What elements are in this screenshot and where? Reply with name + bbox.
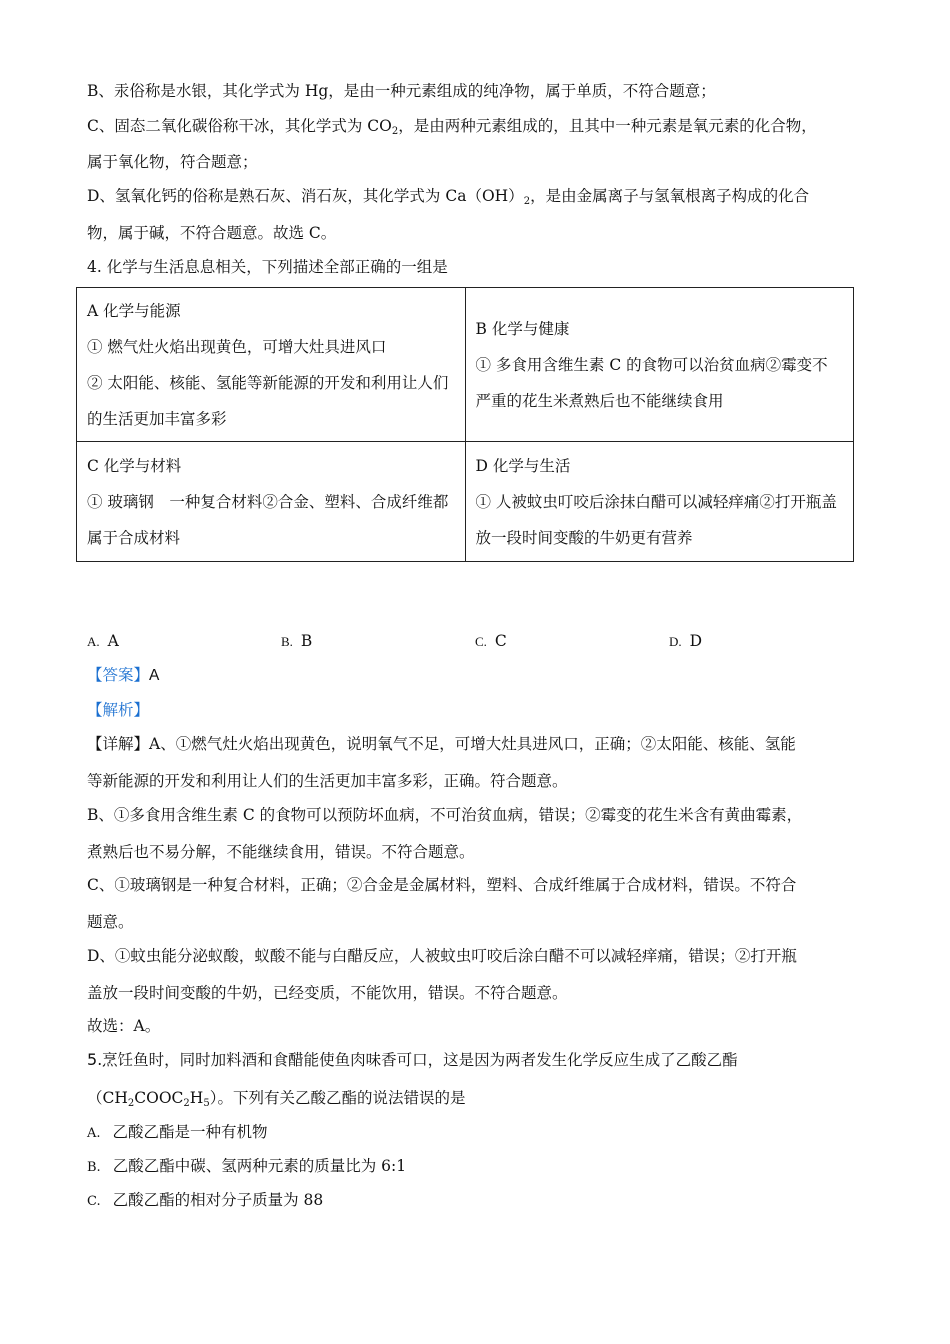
cell-d-title: D 化学与生活: [475, 456, 571, 475]
prev-explanation-d-line1: D、氢氧化钙的俗称是熟石灰、消石灰，其化学式为 $Ca(OH)_2$，是由金属离子与氢氧根离子构成的化合: [87, 187, 810, 207]
question-5-stem-line2: $(CH_2COOC_2H_5)$。下列有关乙酸乙酯的说法错误的是: [87, 1089, 466, 1109]
question-5-stem-line1: 5.烹饪鱼时，同时加料酒和食醋能使鱼肉味香可口，这是因为两者发生化学反应生成了乙酸乙酯: [87, 1050, 738, 1069]
question-4-stem: 4. 化学与生活息息相关，下列描述全部正确的一组是: [87, 258, 448, 276]
prev-explanation-c-line2: 属于氧化物，符合题意；: [87, 153, 258, 171]
cell-b-item-1: ① 多食用含维生素 C 的食物可以治贫血病②霉变不严重的花生米煮熟后也不能继续食用: [475, 355, 828, 410]
detail-line: 【详解】A、①燃气灶火焰出现黄色，说明氧气不足，可增大灶具进风口，正确；②太阳能、核能、氢能: [87, 735, 796, 753]
cell-b-title: B 化学与健康: [475, 319, 570, 338]
question-4-options: [87, 632, 847, 652]
detail-line: 煮熟后也不易分解，不能继续食用，错误。不符合题意。: [87, 843, 475, 861]
answer-tag: 【答案】: [87, 666, 150, 684]
option-a[interactable]: A. A: [87, 632, 119, 650]
q5-option-a[interactable]: A. 乙酸乙酯是一种有机物: [87, 1123, 268, 1141]
detail-line: C、①玻璃钢是一种复合材料，正确；②合金是金属材料，塑料、合成纤维属于合成材料，错误。不符合: [87, 876, 797, 894]
option-d[interactable]: D. D: [669, 632, 703, 650]
detail-line: 等新能源的开发和利用让人们的生活更加丰富多彩，正确。符合题意。: [87, 772, 568, 790]
cell-a-title: A 化学与能源: [87, 301, 181, 320]
cell-a-item-2: ② 太阳能、核能、氢能等新能源的开发和利用让人们的生活更加丰富多彩: [87, 373, 449, 428]
answer-line: [87, 665, 870, 686]
detail-line: 故选：A。: [87, 1017, 161, 1035]
table-cell-a: [77, 288, 466, 442]
option-b[interactable]: B. B: [281, 632, 313, 650]
cell-c-item-1: ① 玻璃钢 一种复合材料②合金、塑料、合成纤维都属于合成材料: [87, 492, 449, 547]
detail-line: B、①多食用含维生素 C 的食物可以预防坏血病，不可治贫血病，错误；②霉变的花生米含有黄曲霉素，: [87, 806, 803, 824]
analysis-tag: 【解析】: [87, 701, 150, 719]
cell-c-title: C 化学与材料: [87, 456, 182, 475]
detail-line: 盖放一段时间变酸的牛奶，已经变质，不能饮用，错误。不符合题意。: [87, 984, 568, 1002]
q5-option-b[interactable]: B. 乙酸乙酯中碳、氢两种元素的质量比为 6:1: [87, 1157, 407, 1175]
option-c[interactable]: C. C: [475, 632, 507, 650]
cell-a-item-1: ① 燃气灶火焰出现黄色，可增大灶具进风口: [87, 337, 387, 356]
table-cell-b: [465, 288, 854, 442]
prev-explanation-d-line2: 物，属于碱，不符合题意。故选 C。: [87, 224, 337, 242]
detail-line: D、①蚊虫能分泌蚁酸，蚁酸不能与白醋反应，人被蚊虫叮咬后涂白醋不可以减轻痒痛，错误；②打开瓶: [87, 947, 797, 965]
prev-explanation-c-line1: C、固态二氧化碳俗称干冰，其化学式为 $CO_2$，是由两种元素组成的，且其中一种元素是氧元素的化合物，: [87, 117, 817, 137]
detail-line: 题意。: [87, 913, 134, 931]
answer-value: A: [149, 667, 160, 684]
table-cell-d: [465, 442, 854, 562]
cell-d-item-1: ① 人被蚊虫叮咬后涂抹白醋可以减轻痒痛②打开瓶盖放一段时间变酸的牛奶更有营养: [475, 492, 837, 547]
q5-option-c[interactable]: C. 乙酸乙酯的相对分子质量为 88: [87, 1191, 324, 1209]
question-5-number: 5: [87, 1050, 98, 1069]
question-4-table: [76, 287, 854, 562]
table-cell-c: [77, 442, 466, 562]
prev-explanation-b: B、汞俗称是水银，其化学式为 Hg，是由一种元素组成的纯净物，属于单质，不符合题意；: [87, 82, 716, 100]
